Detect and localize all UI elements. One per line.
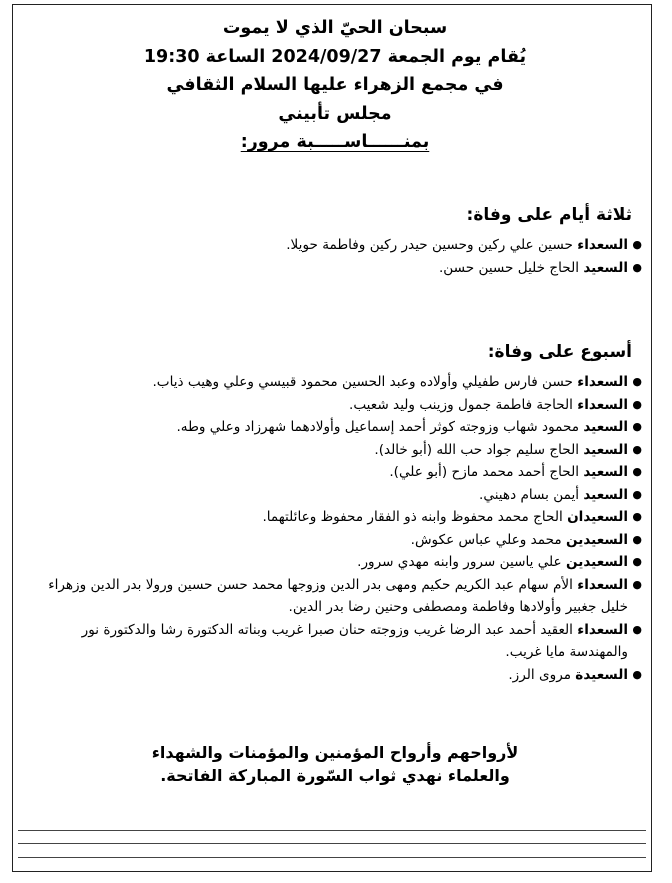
heading-majlis: مجلس تأبيني (278, 103, 392, 124)
bullet-icon: ● (632, 260, 642, 274)
honorific: السعيدين (565, 554, 628, 570)
list-item (44, 394, 644, 417)
list-item (44, 484, 644, 507)
names-text: الأم سهام عبد الكريم حكيم ومهى بدر الدين وزوجها محمد حسن حسين ورولا بدر الدين وزهراء خليل جغبير وأولادها وفاطمة ومصطفى وحنين رضا بدر الدين. (48, 576, 628, 615)
names-text: العقيد أحمد عبد الرضا غريب وزوجته حنان صبرا غريب وبناته الدكتورة رشا والدكتورة نور والمهندسة مايا غريب. (81, 621, 628, 660)
honorific: السعيد (583, 441, 628, 458)
section-week-title: أسبوع على وفاة: (487, 342, 632, 362)
names-text: حسن فارس طفيلي وأولاده وعبد الحسين محمود قبيسي وعلي وهيب ذياب. (152, 374, 578, 390)
list-item (44, 257, 644, 280)
names-text: محمد وعلي عباس عكوش. (410, 531, 566, 548)
list-item (44, 619, 644, 664)
section-three-days-list (44, 234, 644, 279)
section-week-list (44, 371, 644, 686)
bullet-icon: ● (632, 577, 642, 591)
honorific: السعداء (577, 374, 628, 390)
list-item (44, 506, 644, 529)
bullet-icon: ● (632, 375, 642, 388)
list-item (44, 574, 644, 619)
bullet-icon: ● (632, 487, 642, 501)
honorific: السعيدان (567, 509, 628, 525)
names-text: الحاج أحمد محمد مازح (أبو علي). (389, 464, 584, 480)
names-text: علي ياسين سرور وابنه مهدي سرور. (357, 554, 566, 570)
bullet-icon: ● (632, 510, 642, 523)
bottom-rule-middle (18, 843, 646, 844)
heading-venue: في مجمع الزهراء عليها السلام الثقافي (166, 75, 504, 95)
honorific: السعيد (583, 259, 628, 276)
bullet-icon: ● (632, 238, 642, 251)
closing-line-2: والعلماء نهدي ثواب السّورة المباركة الفاتحة. (160, 766, 510, 785)
bullet-icon: ● (632, 420, 642, 433)
bullet-icon: ● (632, 465, 642, 478)
bullet-icon: ● (632, 667, 642, 681)
bullet-icon: ● (632, 397, 642, 411)
heading-occasion: بمنــــــاســـــبة مرور: (240, 132, 430, 152)
bullet-icon: ● (632, 622, 642, 636)
section-three-days-title: ثلاثة أيام على وفاة: (466, 205, 632, 225)
heading-date-time: يُقام يوم الجمعة 2024/09/27 الساعة 19:30 (143, 46, 527, 67)
names-text: أيمن بسام دهيني. (479, 486, 584, 503)
list-item (44, 664, 644, 687)
honorific: السعداء (577, 237, 628, 253)
honorific: السعيد (583, 486, 628, 503)
closing-dedication (20, 741, 650, 787)
names-text: الحاج محمد محفوظ وابنه ذو الفقار محفوظ وعائلتهما. (262, 509, 568, 525)
list-item (44, 551, 644, 574)
list-item (44, 371, 644, 394)
names-text: محمود شهاب وزوجته كوثر أحمد إسماعيل وأولادهما شهرزاد وعلي وطه. (176, 419, 584, 435)
announcement (20, 14, 650, 157)
honorific: السعيدين (565, 531, 628, 548)
heading-line-1: سبحان الحيّ الذي لا يموت (222, 18, 448, 38)
names-text: حسين علي ركين وحسين حيدر ركين وفاطمة حويلا. (286, 237, 578, 253)
bottom-rule-lower (18, 857, 646, 858)
honorific: السعيد (583, 464, 628, 480)
honorific: السعداء (577, 621, 628, 638)
names-text: الحاجة فاطمة جمول وزينب وليد شعيب. (349, 396, 578, 413)
list-item (44, 416, 644, 439)
bullet-icon: ● (632, 442, 642, 456)
honorific: السعداء (577, 396, 628, 413)
list-item (44, 529, 644, 552)
honorific: السعداء (577, 576, 628, 593)
bottom-rule-upper (18, 830, 646, 831)
list-item (44, 461, 644, 484)
list-item (44, 234, 644, 257)
bullet-icon: ● (632, 555, 642, 568)
honorific: السعيدة (575, 666, 628, 683)
closing-line-1: لأرواحهم وأرواح المؤمنين والمؤمنات والشهداء (151, 743, 519, 762)
honorific: السعيد (583, 419, 628, 435)
names-text: الحاج خليل حسين حسن. (438, 259, 584, 276)
names-text: مروى الرز. (508, 666, 576, 683)
names-text: الحاج سليم جواد حب الله (أبو خالد). (374, 441, 584, 458)
list-item (44, 439, 644, 462)
bullet-icon: ● (632, 532, 642, 546)
